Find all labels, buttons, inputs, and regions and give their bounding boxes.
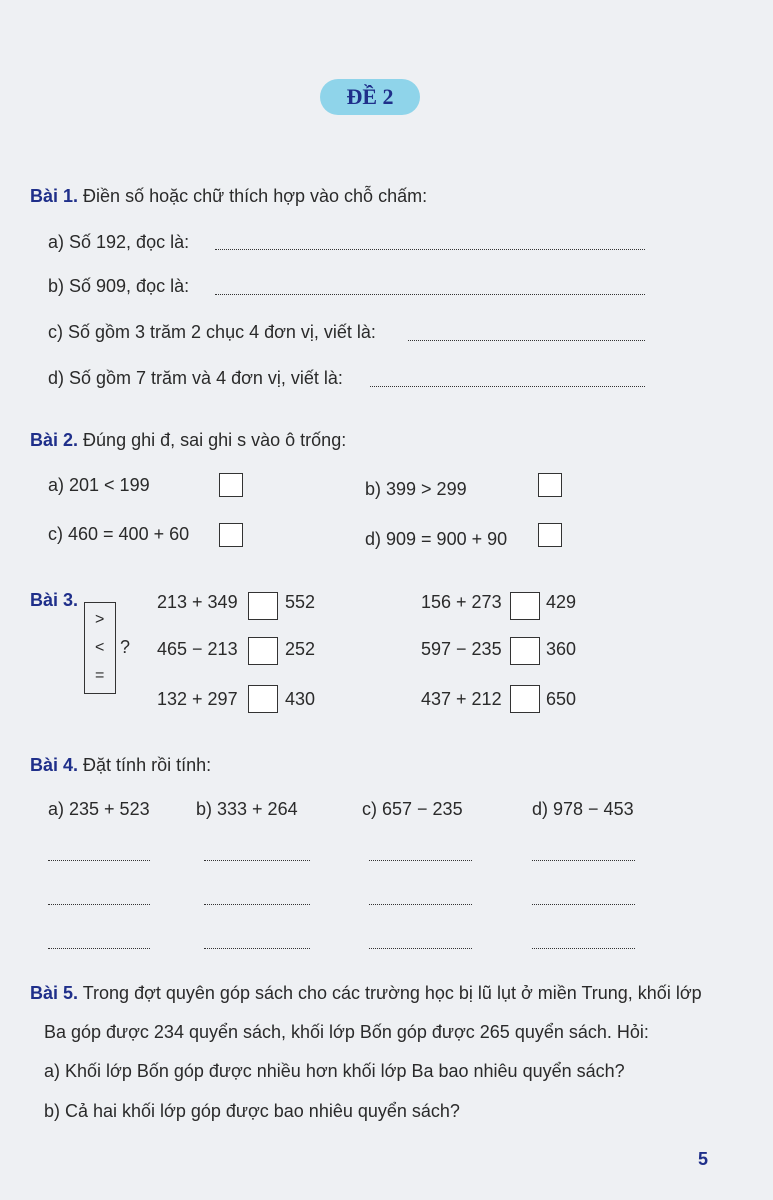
- exercise-1b: b) Số 909, đọc là:: [48, 276, 190, 296]
- exercise-2b-answer-box[interactable]: [538, 473, 562, 497]
- exercise-1a: a) Số 192, đọc là:: [48, 232, 190, 252]
- exercise-4a-line-3[interactable]: [48, 948, 150, 949]
- exercise-1c-answer-line[interactable]: [408, 340, 645, 341]
- exercise-3-r3-right-box[interactable]: [510, 685, 540, 713]
- exercise-4c-line-1[interactable]: [369, 860, 472, 861]
- exercise-4b-line-1[interactable]: [204, 860, 310, 861]
- exercise-1a-answer-line[interactable]: [215, 249, 645, 250]
- exercise-3-r2-right-expr: 597 − 235: [421, 639, 502, 659]
- exercise-3-r3-right-value: 650: [546, 689, 577, 709]
- exercise-1d-answer-line[interactable]: [370, 386, 645, 387]
- exercise-3-r1-left-box[interactable]: [248, 592, 278, 620]
- exercise-2d-answer-box[interactable]: [538, 523, 562, 547]
- exercise-4-heading: [30, 755, 211, 776]
- exercise-5a: a) Khối lớp Bốn góp được nhiều hơn khối lớp Ba bao nhiêu quyển sách?: [44, 1061, 625, 1081]
- exercise-2c-answer-box[interactable]: [219, 523, 243, 547]
- exercise-4d-line-1[interactable]: [532, 860, 635, 861]
- exercise-4a: a) 235 + 523: [48, 799, 150, 819]
- exercise-4-instruction: Đặt tính rồi tính:: [83, 755, 212, 775]
- exercise-3-r3-left-box[interactable]: [248, 685, 278, 713]
- exercise-2b: b) 399 > 299: [365, 479, 467, 499]
- exercise-3-r2-left-expr: 465 − 213: [157, 639, 238, 659]
- exercise-3-r2-right-box[interactable]: [510, 637, 540, 665]
- exercise-3-r1-right-value: 429: [546, 592, 577, 612]
- exercise-3-r3-left-expr: 132 + 297: [157, 689, 238, 709]
- exercise-3-r1-right-expr: 156 + 273: [421, 592, 502, 612]
- exercise-4a-line-2[interactable]: [48, 904, 150, 905]
- exercise-4b: b) 333 + 264: [196, 799, 298, 819]
- exercise-4c-line-3[interactable]: [369, 948, 472, 949]
- exercise-1-heading: [30, 186, 427, 207]
- exercise-4b-line-3[interactable]: [204, 948, 310, 949]
- exercise-3-r2-left-box[interactable]: [248, 637, 278, 665]
- exercise-1-label: Bài 1.: [30, 186, 79, 206]
- exercise-5-label: Bài 5.: [30, 983, 79, 1003]
- exercise-1-instruction: Điền số hoặc chữ thích hợp vào chỗ chấm:: [83, 186, 428, 206]
- exercise-4d-line-2[interactable]: [532, 904, 635, 905]
- exercise-2-instruction: Đúng ghi đ, sai ghi s vào ô trống:: [83, 430, 347, 450]
- greater-than-sign: >: [95, 611, 105, 628]
- exercise-3-heading: [30, 590, 78, 611]
- exercise-3-r2-right-value: 360: [546, 639, 577, 659]
- exercise-4b-line-2[interactable]: [204, 904, 310, 905]
- exercise-4-label: Bài 4.: [30, 755, 79, 775]
- exercise-5-line-1: Trong đợt quyên góp sách cho các trường học bị lũ lụt ở miền Trung, khối lớp: [82, 983, 702, 1003]
- exercise-4c: c) 657 − 235: [362, 799, 463, 819]
- comparison-question-mark: ?: [120, 637, 131, 657]
- exercise-4d-line-3[interactable]: [532, 948, 635, 949]
- exercise-3-r2-left-value: 252: [285, 639, 316, 659]
- equals-sign: =: [95, 667, 105, 684]
- exercise-5-heading: [30, 983, 702, 1004]
- exercise-2d: d) 909 = 900 + 90: [365, 529, 508, 549]
- exercise-3-label: Bài 3.: [30, 590, 79, 610]
- less-than-sign: <: [95, 639, 105, 656]
- exercise-3-r3-right-expr: 437 + 212: [421, 689, 502, 709]
- exercise-3-r1-left-value: 552: [285, 592, 316, 612]
- exercise-5-line-2: Ba góp được 234 quyển sách, khối lớp Bốn góp được 265 quyển sách. Hỏi:: [44, 1022, 649, 1042]
- exercise-1b-answer-line[interactable]: [215, 294, 645, 295]
- exercise-3-r3-left-value: 430: [285, 689, 316, 709]
- page-title: ĐỀ 2: [320, 79, 420, 115]
- exercise-3-r1-left-expr: 213 + 349: [157, 592, 238, 612]
- exercise-2a-answer-box[interactable]: [219, 473, 243, 497]
- exercise-3-r1-right-box[interactable]: [510, 592, 540, 620]
- page-number: 5: [698, 1149, 709, 1169]
- comparison-sign-box: [84, 602, 116, 694]
- exercise-5b: b) Cả hai khối lớp góp được bao nhiêu quyển sách?: [44, 1101, 460, 1121]
- exercise-4c-line-2[interactable]: [369, 904, 472, 905]
- exercise-2-heading: [30, 430, 346, 451]
- exercise-2a: a) 201 < 199: [48, 475, 150, 495]
- exercise-2-label: Bài 2.: [30, 430, 79, 450]
- exercise-2c: c) 460 = 400 + 60: [48, 524, 190, 544]
- exercise-1c: c) Số gồm 3 trăm 2 chục 4 đơn vị, viết là:: [48, 322, 376, 342]
- exercise-4a-line-1[interactable]: [48, 860, 150, 861]
- exercise-4d: d) 978 − 453: [532, 799, 634, 819]
- exercise-1d: d) Số gồm 7 trăm và 4 đơn vị, viết là:: [48, 368, 343, 388]
